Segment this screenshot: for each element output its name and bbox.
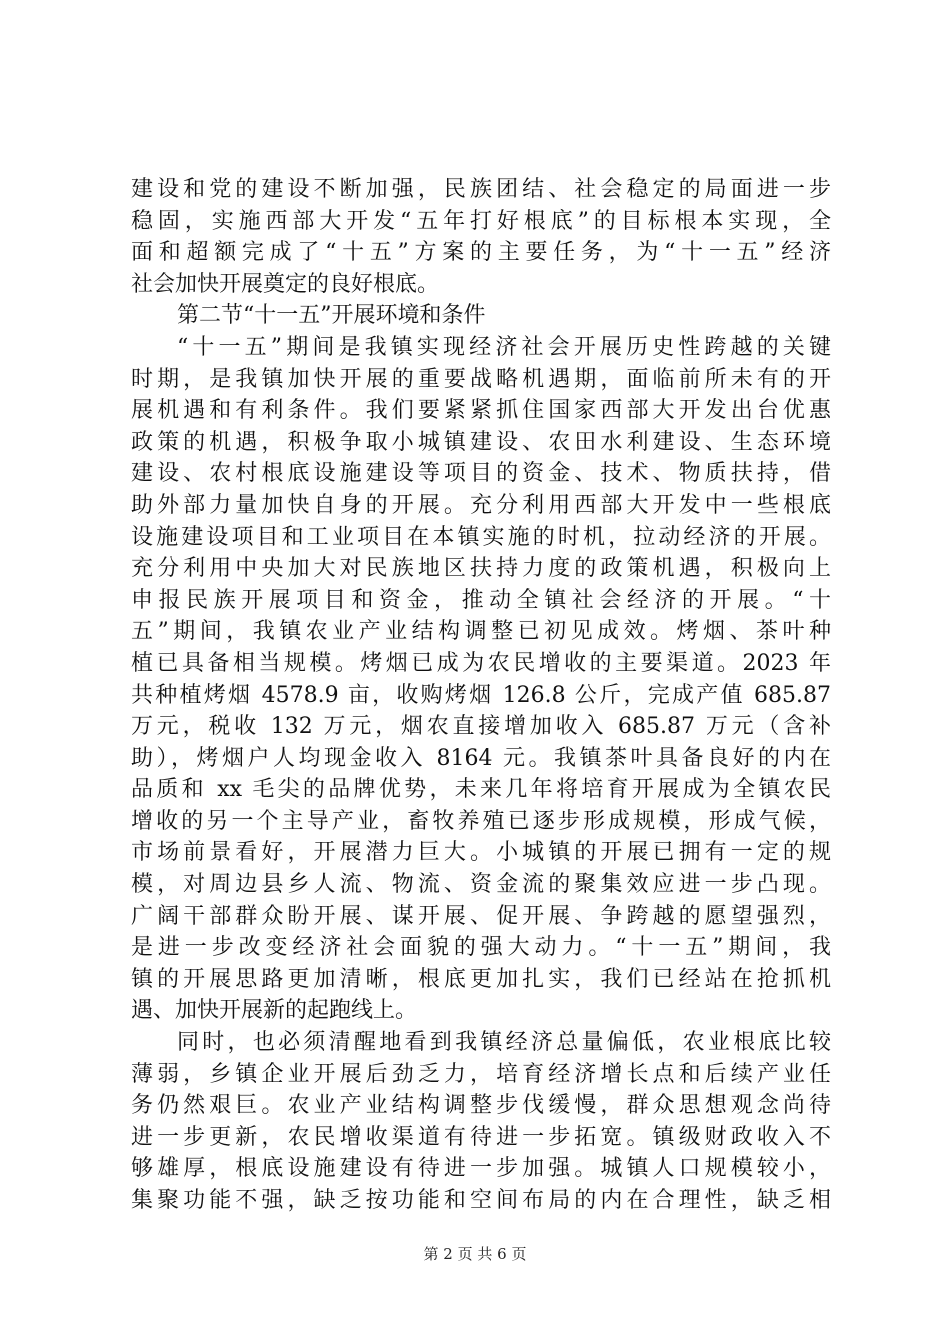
- text-line: 申报民族开展项目和资金，推动全镇社会经济的开展。“十: [131, 587, 831, 613]
- text-line: 社会加快开展奠定的良好根底。: [131, 271, 440, 297]
- text-line: 面和超额完成了“十五”方案的主要任务，为“十一五”经济: [131, 240, 831, 266]
- text-line: 植已具备相当规模。烤烟已成为农民增收的主要渠道。2023 年: [131, 650, 831, 676]
- text-line: 设施建设项目和工业项目在本镇实施的时机，拉动经济的开展。: [131, 524, 831, 550]
- document-body: [131, 174, 831, 1217]
- text-line: 五”期间，我镇农业产业结构调整已初见成效。烤烟、茶叶种: [131, 619, 831, 645]
- text-line: 增收的另一个主导产业，畜牧养殖已逐步形成规模，形成气候，: [131, 808, 831, 834]
- text-line: 稳固，实施西部大开发“五年打好根底”的目标根本实现，全: [131, 208, 831, 234]
- text-line: “十一五”期间是我镇实现经济社会开展历史性跨越的关键: [177, 334, 831, 360]
- text-line: 助外部力量加快自身的开展。充分利用西部大开发中一些根底: [131, 492, 831, 518]
- text-line: 市场前景看好，开展潜力巨大。小城镇的开展已拥有一定的规: [131, 840, 831, 866]
- text-line: 是进一步改变经济社会面貌的强大动力。“十一五”期间，我: [131, 935, 831, 961]
- text-line: 展机遇和有利条件。我们要紧紧抓住国家西部大开发出台优惠: [131, 398, 831, 424]
- text-line: 集聚功能不强，缺乏按功能和空间布局的内在合理性，缺乏相: [131, 1188, 831, 1213]
- page-number-footer: 第 2 页 共 6 页: [423, 1245, 527, 1263]
- text-line: 共种植烤烟 4578.9 亩，收购烤烟 126.8 公斤，完成产值 685.87: [131, 682, 831, 708]
- text-line: 同时，也必须清醒地看到我镇经济总量偏低，农业根底比较: [177, 1030, 831, 1056]
- text-line: 广阔干部群众盼开展、谋开展、促开展、争跨越的愿望强烈，: [131, 903, 831, 929]
- text-line: 万元，税收 132 万元，烟农直接增加收入 685.87 万元（含补: [131, 714, 831, 740]
- text-line: 遇、加快开展新的起跑线上。: [131, 998, 418, 1024]
- text-line: 政策的机遇，积极争取小城镇建设、农田水利建设、生态环境: [131, 429, 831, 455]
- text-line: 薄弱，乡镇企业开展后劲乏力，培育经济增长点和后续产业任: [131, 1061, 831, 1087]
- text-line: 建设、农村根底设施建设等项目的资金、技术、物质扶持，借: [131, 461, 831, 487]
- text-line: 时期，是我镇加快开展的重要战略机遇期，面临前所未有的开: [131, 366, 831, 392]
- text-line: 充分利用中央加大对民族地区扶持力度的政策机遇，积极向上: [131, 556, 831, 582]
- text-line: 助），烤烟户人均现金收入 8164 元。我镇茶叶具备良好的内在: [131, 745, 831, 771]
- text-line: 进一步更新，农民增收渠道有待进一步拓宽。镇级财政收入不: [131, 1124, 831, 1150]
- text-line: 务仍然艰巨。农业产业结构调整步伐缓慢，群众思想观念尚待: [131, 1093, 831, 1119]
- text-line: 品质和 xx 毛尖的品牌优势，未来几年将培育开展成为全镇农民: [131, 777, 831, 803]
- text-line: 建设和党的建设不断加强，民族团结、社会稳定的局面进一步: [131, 177, 831, 202]
- section-heading: 第二节“十一五”开展环境和条件: [177, 303, 486, 329]
- text-line: 够雄厚，根底设施建设有待进一步加强。城镇人口规模较小，: [131, 1156, 831, 1182]
- text-line: 模，对周边县乡人流、物流、资金流的聚集效应进一步凸现。: [131, 872, 831, 898]
- text-line: 镇的开展思路更加清晰，根底更加扎实，我们已经站在抢抓机: [131, 966, 831, 992]
